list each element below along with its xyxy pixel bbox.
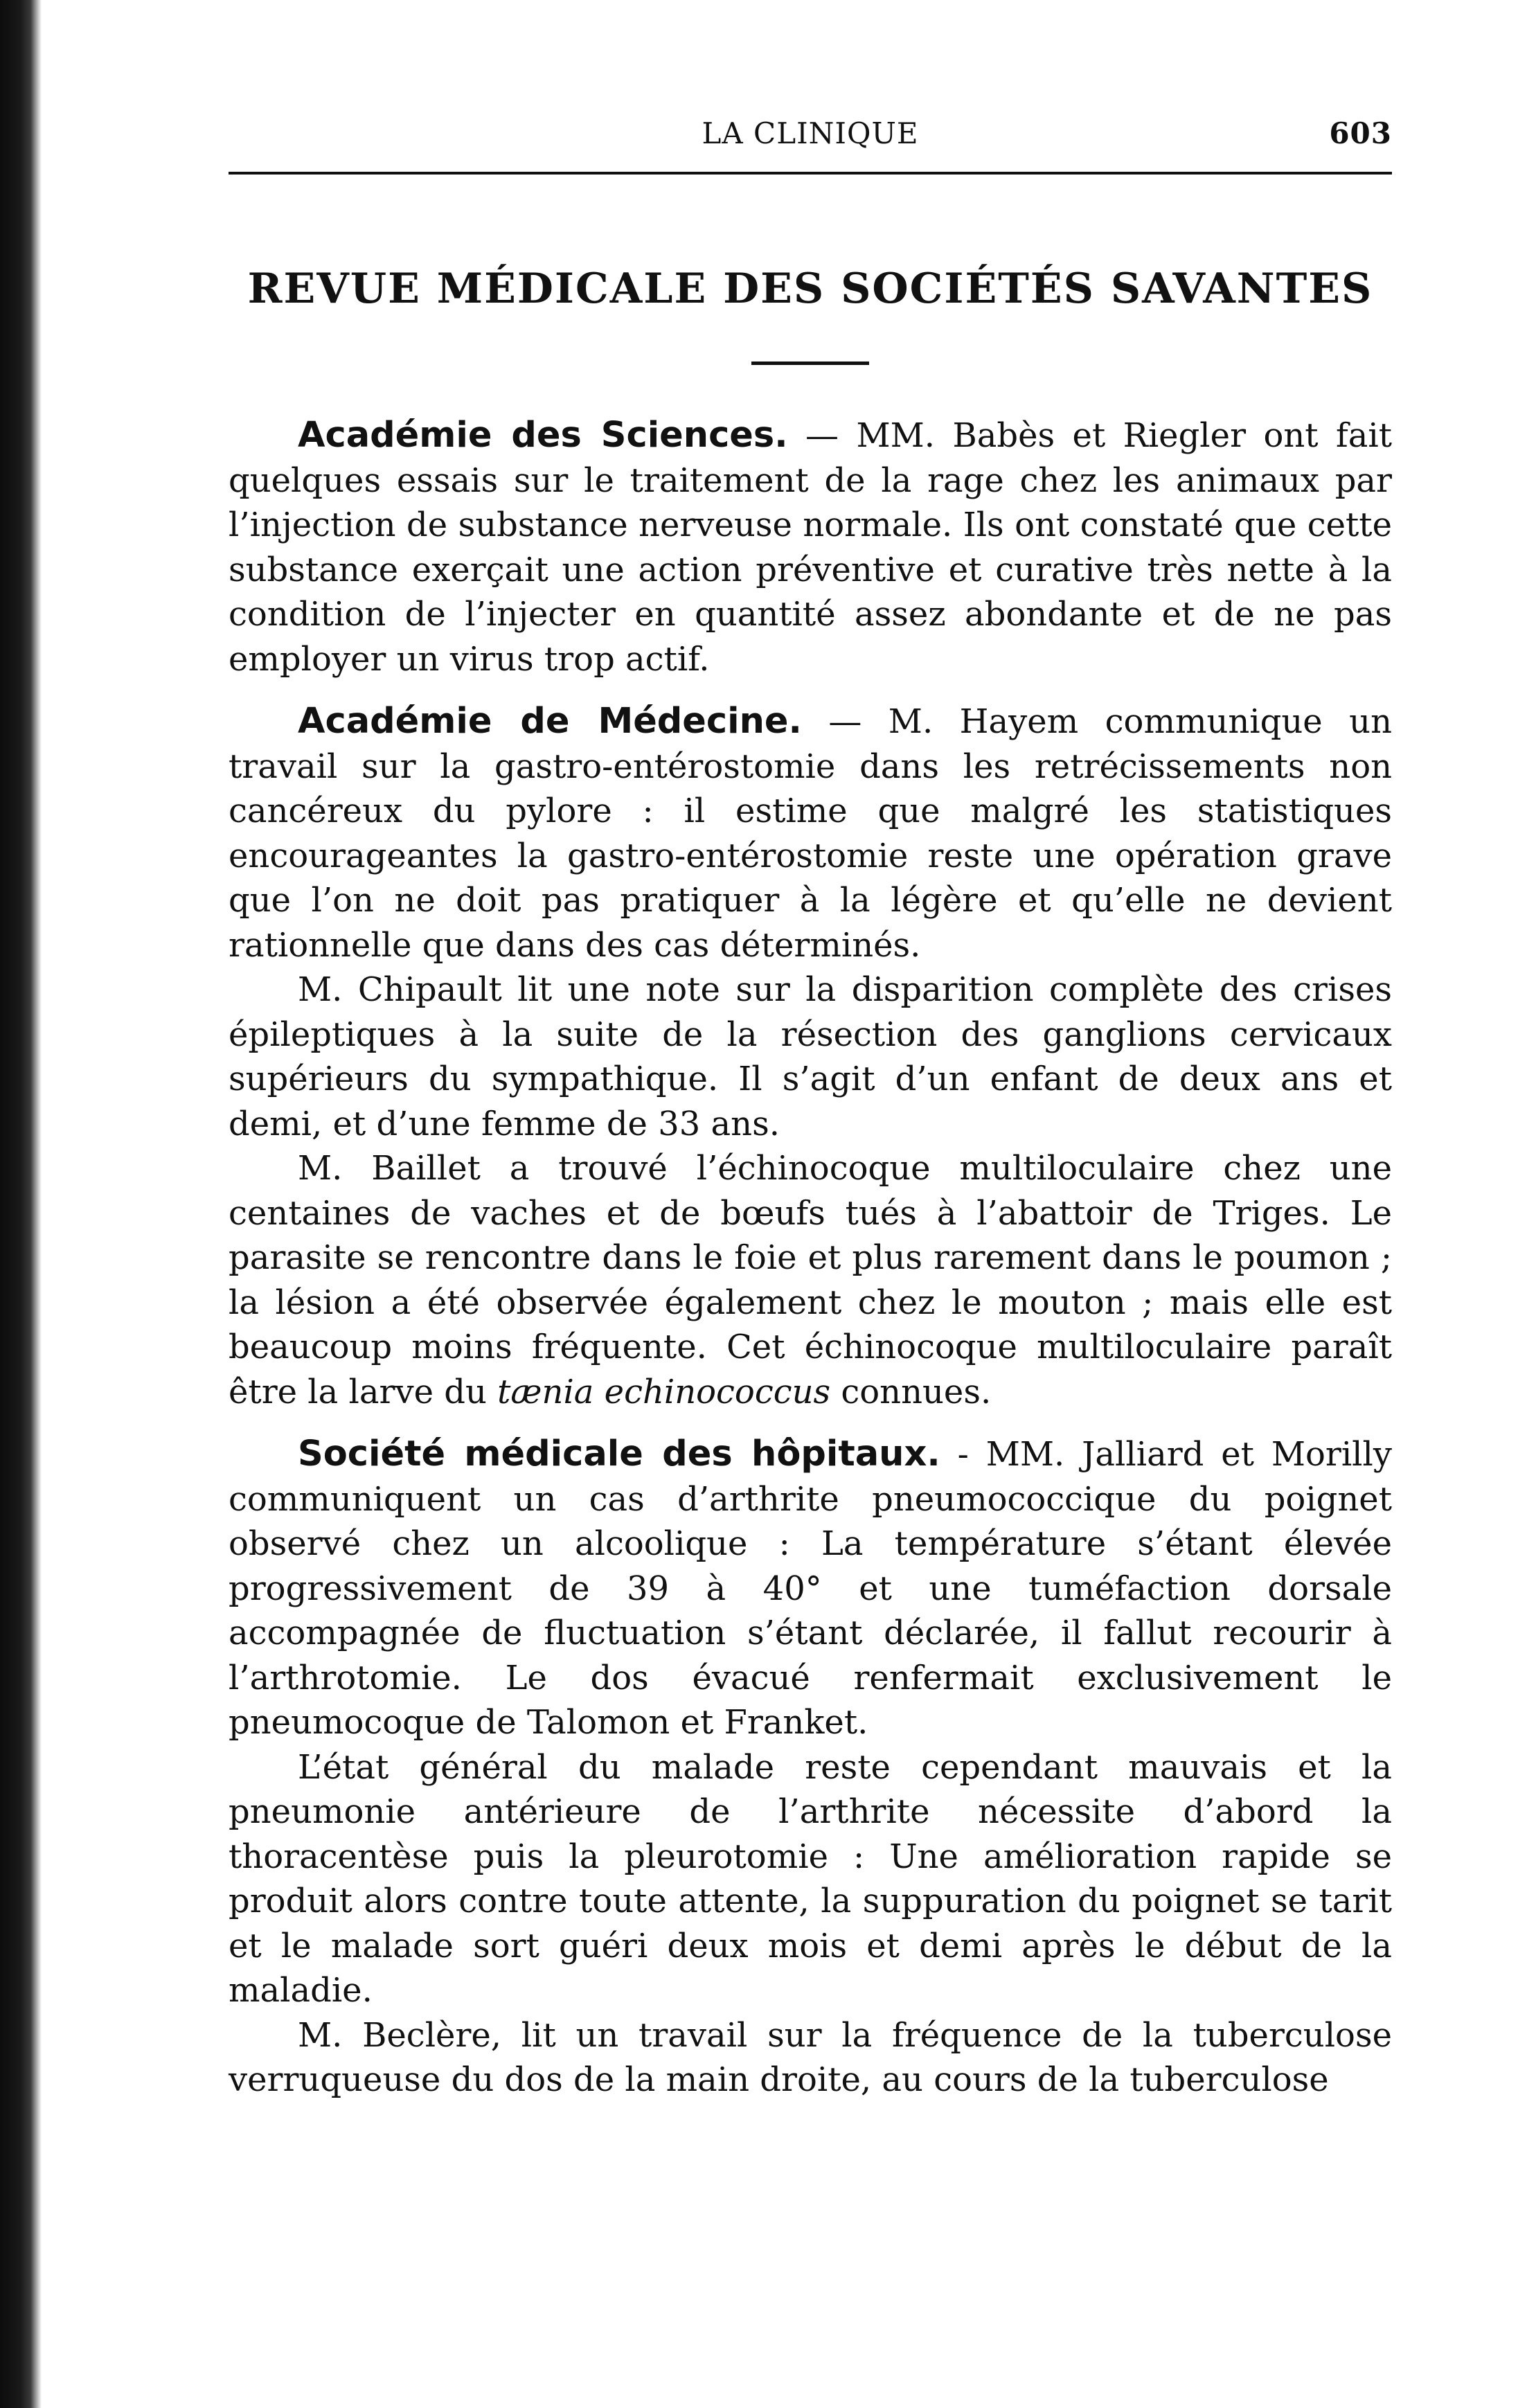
paragraph-academie-medecine <box>229 699 1392 967</box>
paragraph-heading: Académie des Sciences. <box>298 415 788 456</box>
paragraph-heading: Académie de Médecine. <box>298 701 802 742</box>
paragraph-italic-term: tænia echinococcus <box>497 1372 831 1411</box>
running-header <box>229 111 1392 159</box>
paragraph-text: M. Chipault lit une note sur la disparition complète des crises épileptiques à la suite de la résection des ganglions cervicaux supérieurs du sympathique. Il s’agit d’un enfant de deux ans et demi, et d’une femme de 33 ans. <box>229 970 1392 1143</box>
paragraph-text: L’état général du malade reste cependant mauvais et la pneumonie antérieure de l’arthrite nécessite d’abord la thoracentèse puis la pleurotomie : Une amélioration rapide se produit alors contre toute attente, la suppuration du poignet se tarit et le malade sort guéri deux mois et demi après le début de la maladie. <box>229 1747 1392 2010</box>
paragraph-heading: Société médicale des hôpitaux. <box>298 1434 940 1474</box>
paragraph-chipault <box>229 967 1392 1146</box>
paragraph-academie-sciences <box>229 413 1392 681</box>
header-rule <box>229 172 1392 175</box>
paragraph-etat-general <box>229 1745 1392 2013</box>
page-binding-edge <box>0 0 42 2408</box>
running-title: LA CLINIQUE <box>702 116 919 150</box>
paragraph-text: connues. <box>830 1372 992 1411</box>
paragraph-text: — M. Hayem communique un travail sur la gastro-entérostomie dans les retrécissements non cancéreux du pylore : il estime que malgré les statistiques encourageantes la gastro-entérostomie reste une opération grave que l’on ne doit pas pratiquer à la légère et qu’elle ne devient rationnelle que dans des cas déterminés. <box>229 702 1393 965</box>
document-page <box>229 111 1392 2103</box>
paragraph-text: — MM. Babès et Riegler ont fait quelques essais sur le traitement de la rage chez les animaux par l’injection de substance nerveuse normale. Ils ont constaté que cette substance exerçait une action préventive et curative très nette à la condition de l’injecter en quantité assez abondante et de ne pas employer un virus trop actif. <box>229 416 1392 679</box>
paragraph-text: M. Baillet a trouvé l’échinocoque multiloculaire chez une centaines de vaches et de bœufs tués à l’abattoir de Triges. Le parasite se rencontre dans le foie et plus rarement dans le poumon ; la lésion a été observée également chez le mouton ; mais elle est beaucoup moins fréquente. Cet échinocoque multiloculaire paraît être la larve du <box>229 1149 1392 1411</box>
paragraph-text: - MM. Jalliard et Morilly communiquent un cas d’arthrite pneumococcique du poignet observé chez un alcoolique : La température s’étant élevée progressivement de 39 à 40° et une tuméfaction dorsale accompagnée de fluctuation s’étant déclarée, il fallut recourir à l’arthrotomie. Le dos évacué renfermait exclusivement le pneumocoque de Talomon et Franket. <box>229 1435 1392 1742</box>
paragraph-beclere <box>229 2013 1392 2103</box>
title-divider <box>751 362 869 365</box>
paragraph-societe-hopitaux <box>229 1432 1392 1745</box>
paragraph-baillet <box>229 1146 1392 1414</box>
page-number: 603 <box>1329 116 1392 150</box>
paragraph-text: M. Beclère, lit un travail sur la fréquence de la tuberculose verruqueuse du dos de la main droite, au cours de la tuberculose <box>229 2015 1392 2099</box>
section-title: REVUE MÉDICALE DES SOCIÉTÉS SAVANTES <box>247 265 1373 313</box>
